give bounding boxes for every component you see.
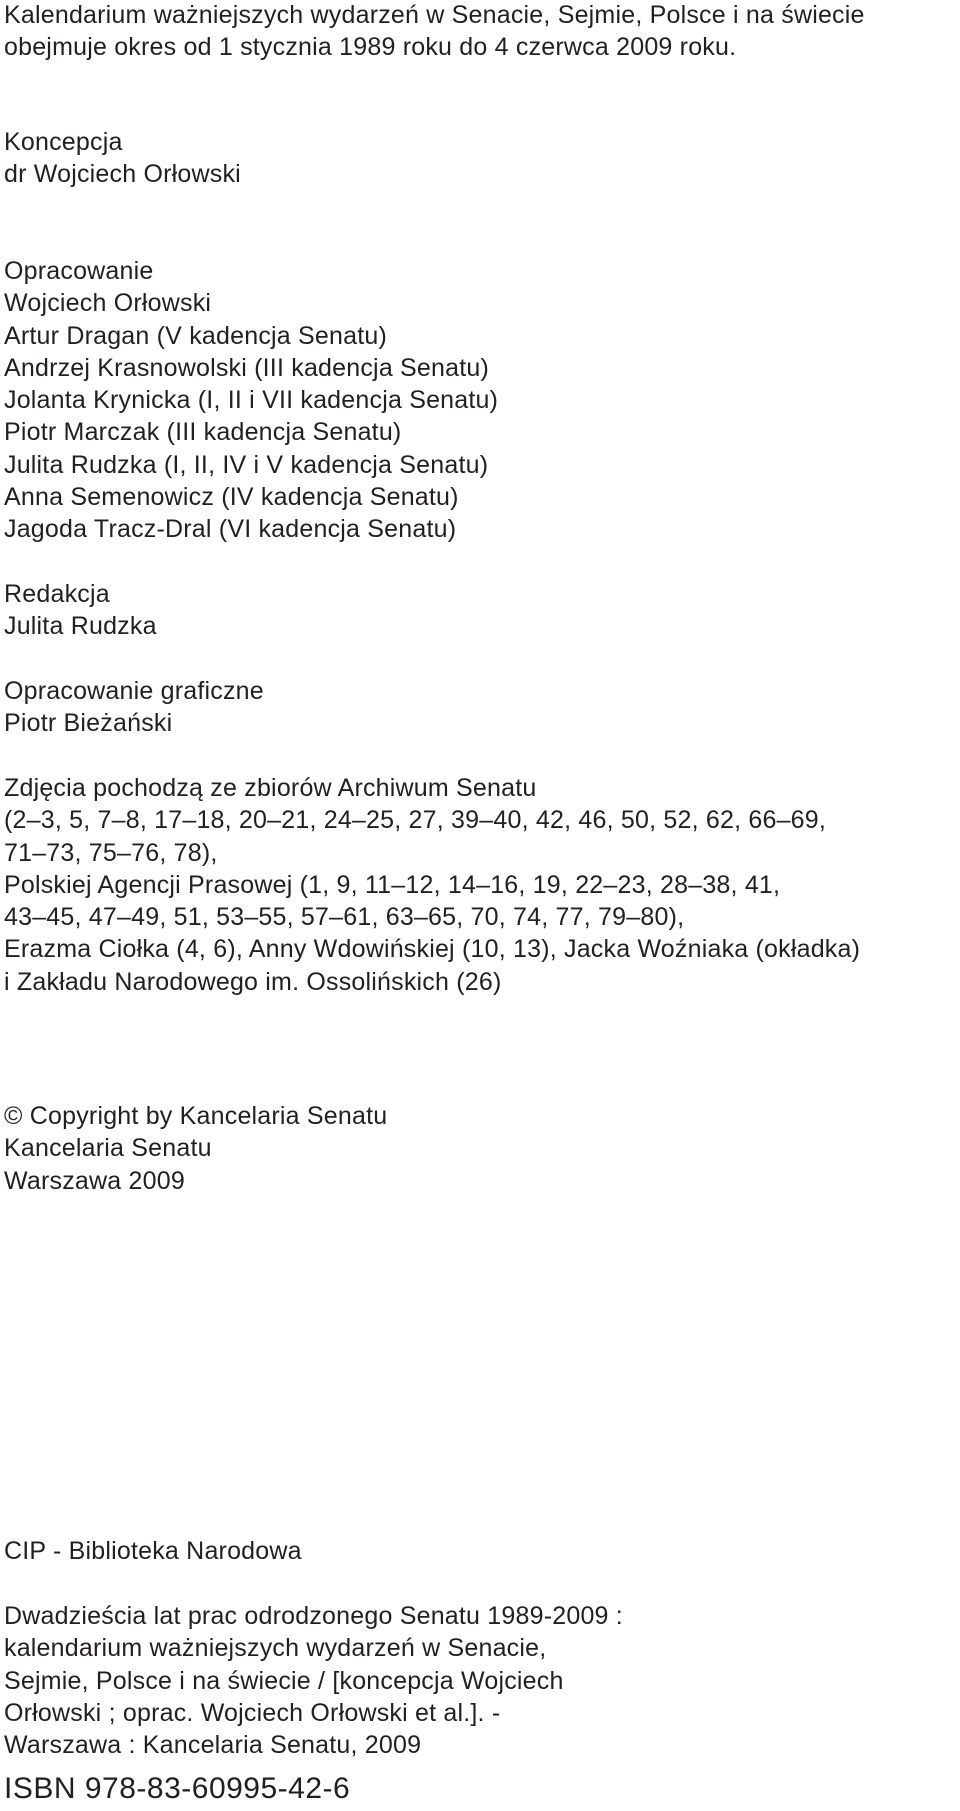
editor-name: Piotr Marczak (III kadencja Senatu) [4,418,402,447]
photo-credit-line: 71–73, 75–76, 78), [4,838,218,867]
redaction-name: Julita Rudzka [4,612,157,641]
concept-section [4,126,241,191]
place-year-line: Warszawa 2009 [4,1166,185,1195]
intro-line: obejmuje okres od 1 stycznia 1989 roku do 4 czerwca 2009 roku. [4,33,737,62]
editor-name: Julita Rudzka (I, II, IV i V kadencja Senatu) [4,450,489,479]
editor-name: Wojciech Orłowski [4,289,212,318]
cip-section [4,1535,302,1567]
photo-credit-line: 43–45, 47–49, 51, 53–55, 57–61, 63–65, 70, 74, 77, 79–80), [4,903,685,932]
photo-credit-line: (2–3, 5, 7–8, 17–18, 20–21, 24–25, 27, 39–40, 42, 46, 50, 52, 62, 66–69, [4,806,827,835]
graphics-name: Piotr Bieżański [4,709,173,738]
cip-heading: CIP - Biblioteka Narodowa [4,1537,302,1565]
graphics-section [4,675,264,740]
editors-section [4,255,498,546]
cip-record-line: Sejmie, Polsce i na świecie / [koncepcja Wojciech [4,1666,564,1695]
editor-name: Jolanta Krynicka (I, II i VII kadencja Senatu) [4,386,499,415]
cip-record-line: Warszawa : Kancelaria Senatu, 2009 [4,1731,422,1760]
cip-record [4,1600,623,1761]
editor-name: Jagoda Tracz-Dral (VI kadencja Senatu) [4,515,457,544]
photo-credits [4,772,860,998]
editor-name: Andrzej Krasnowolski (III kadencja Senatu) [4,353,490,382]
intro-line: Kalendarium ważniejszych wydarzeń w Senacie, Sejmie, Polsce i na świecie [4,1,865,29]
editors-heading: Opracowanie [4,257,154,285]
cip-record-line: kalendarium ważniejszych wydarzeń w Senacie, [4,1634,547,1663]
cip-record-line: Orłowski ; oprac. Wojciech Orłowski et al.]. - [4,1698,501,1727]
isbn-number: ISBN 978-83-60995-42-6 [4,1772,351,1805]
graphics-heading: Opracowanie graficzne [4,677,264,705]
cip-record-line: Dwadzieścia lat prac odrodzonego Senatu 1989-2009 : [4,1602,623,1630]
photo-credit-line: Erazma Ciołka (4, 6), Anny Wdowińskiej (10, 13), Jacka Woźniaka (okładka) [4,935,861,964]
photo-credit-line: i Zakładu Narodowego im. Ossolińskich (26) [4,967,502,996]
concept-heading: Koncepcja [4,128,123,156]
intro-note [4,0,865,64]
editor-name: Artur Dragan (V kadencja Senatu) [4,321,387,350]
editor-name: Anna Semenowicz (IV kadencja Senatu) [4,483,459,512]
copyright-section [4,1100,387,1197]
redaction-heading: Redakcja [4,580,110,608]
concept-author: dr Wojciech Orłowski [4,160,241,189]
publisher-line: Kancelaria Senatu [4,1134,212,1163]
photo-credit-line: Zdjęcia pochodzą ze zbiorów Archiwum Senatu [4,774,537,802]
copyright-line: © Copyright by Kancelaria Senatu [4,1102,388,1130]
photo-credit-line: Polskiej Agencji Prasowej (1, 9, 11–12, 14–16, 19, 22–23, 28–38, 41, [4,870,781,899]
redaction-section [4,578,157,643]
